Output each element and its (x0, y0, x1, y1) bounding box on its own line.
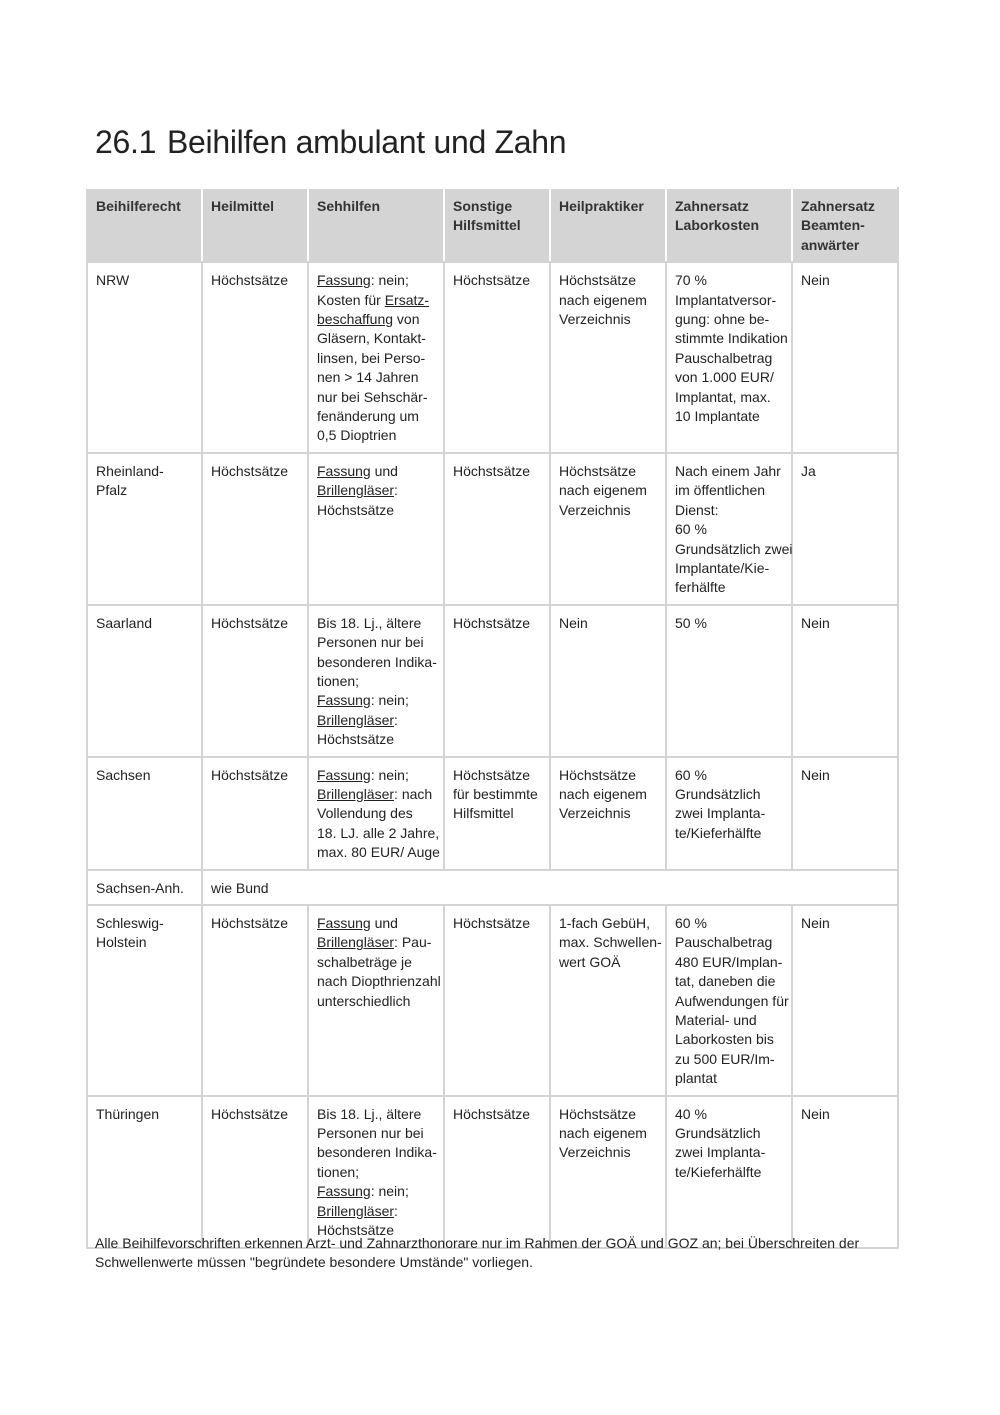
cell-line (317, 711, 437, 730)
column-header-line: anwärter (801, 236, 860, 253)
table-header-row (87, 188, 898, 262)
cell-line: Aufwendungen für (675, 992, 789, 1009)
cell-span: wie Bund (202, 870, 898, 905)
cell-heilmittel (202, 757, 308, 870)
cell-line: Holstein (96, 934, 147, 951)
underlined-term: Fassung (317, 915, 371, 931)
cell-line: 50 % (675, 614, 707, 631)
cell-zahnersatz-beamtenanwaerter (792, 262, 898, 453)
cell-zahnersatz-beamtenanwaerter (792, 757, 898, 870)
cell-line (317, 1124, 437, 1143)
cell-line: Sachsen (96, 766, 151, 783)
table-row (87, 1096, 898, 1248)
cell-line: Ja (801, 462, 816, 479)
text-run: : nein; (370, 692, 409, 709)
cell-line: max. Schwellen- (559, 934, 662, 951)
text-run: Höchstsätze (317, 501, 395, 518)
cell-sehhilfen (308, 757, 444, 870)
cell-line: Thüringen (96, 1105, 160, 1122)
cell-line: 70 % (675, 272, 707, 289)
cell-line: Höchstsätze (559, 272, 637, 289)
column-header-line: Laborkosten (675, 217, 760, 234)
cell-line: 480 EUR/Implan- (675, 953, 783, 970)
underlined-term: beschaffung (317, 311, 394, 328)
cell-line: von 1.000 EUR/ (675, 369, 774, 386)
cell-heilpraktiker (550, 905, 666, 1096)
underlined-term: Brillengläser (317, 1202, 395, 1219)
cell-line (317, 672, 437, 691)
cell-beihilferecht (87, 1096, 202, 1248)
cell-heilpraktiker (550, 262, 666, 453)
text-run: Personen nur bei (317, 1125, 424, 1142)
footnote-line: Schwellenwerte müssen "begründete besondere Umstände" vorliegen. (95, 1254, 533, 1271)
cell-sonstige-hilfsmittel (444, 453, 550, 605)
cell-line: Verzeichnis (559, 311, 631, 328)
cell-heilmittel (202, 905, 308, 1096)
cell-line: Höchstsätze (559, 1105, 637, 1122)
text-run: fenänderung um (317, 408, 419, 425)
cell-sonstige-hilfsmittel (444, 262, 550, 453)
cell-line: Implantatversor- (675, 291, 777, 308)
table-row (87, 605, 898, 757)
cell-line: Nein (801, 614, 830, 631)
cell-line: für bestimmte (453, 785, 538, 802)
cell-line: zu 500 EUR/Im- (675, 1050, 775, 1067)
cell-line (317, 953, 437, 972)
cell-line: Nein (801, 915, 830, 931)
underlined-term: Fassung (317, 1183, 371, 1200)
cell-line: Höchstsätze (559, 766, 637, 783)
column-header-line: Beamten- (801, 217, 865, 234)
cell-line: Höchstsätze (559, 462, 637, 479)
text-run: unterschiedlich (317, 992, 411, 1009)
text-run: Vollendung des (317, 805, 413, 822)
cell-line: zwei Implanta- (675, 1144, 766, 1161)
cell-line: Pauschalbetrag (675, 349, 773, 366)
underlined-term: Fassung (317, 692, 371, 709)
text-run: besonderen Indika- (317, 1144, 437, 1161)
table-row (87, 757, 898, 870)
cell-line: Höchstsätze (211, 766, 289, 783)
cell-line: Laborkosten bis (675, 1031, 774, 1048)
cell-line: tat, daneben die (675, 973, 776, 990)
cell-line (317, 691, 437, 710)
cell-line (317, 462, 437, 481)
cell-sehhilfen (308, 1096, 444, 1248)
cell-line: Höchstsätze (453, 915, 531, 931)
cell-line: Dienst: (675, 501, 719, 518)
cell-line: gung: ohne be- (675, 311, 770, 328)
cell-line (317, 992, 437, 1011)
text-run: nen > 14 Jahren (317, 369, 419, 386)
cell-zahnersatz-laborkosten (666, 453, 792, 605)
column-header-line: Zahnersatz (801, 198, 875, 214)
underlined-term: Fassung (317, 766, 371, 783)
cell-line (317, 972, 441, 991)
page-title (95, 124, 566, 161)
column-header-sonstige-hilfsmittel (444, 188, 550, 262)
text-run: 18. LJ. alle 2 Jahre, (317, 824, 440, 841)
cell-line: Höchstsätze (453, 1105, 531, 1122)
footnote-line: Alle Beihilfevorschriften erkennen Arzt- und Zahnarzthonorare nur im Rahmen der GOÄ und GOZ an; bei Überschreiten der (95, 1235, 860, 1251)
cell-line (317, 1182, 437, 1201)
text-run: und (370, 462, 398, 479)
cell-sehhilfen (308, 905, 444, 1096)
text-run: : (394, 711, 398, 728)
column-header-line: Hilfsmittel (453, 217, 521, 234)
cell-line: Verzeichnis (559, 501, 631, 518)
cell-line: Höchstsätze (453, 272, 531, 289)
column-header-zahnersatz-beamtenanwaerter (792, 188, 898, 262)
cell-line (317, 785, 437, 804)
cell-line (317, 804, 437, 823)
cell-line: 60 % (675, 915, 707, 931)
text-run: Gläsern, Kontakt- (317, 330, 426, 347)
cell-line: Saarland (96, 614, 153, 631)
cell-line: Hilfsmittel (453, 805, 514, 822)
cell-zahnersatz-beamtenanwaerter (792, 453, 898, 605)
cell-line: Pauschalbetrag (675, 934, 773, 951)
cell-line: stimmte Indikation (675, 330, 788, 347)
cell-line (317, 481, 437, 500)
cell-heilpraktiker (550, 453, 666, 605)
cell-sehhilfen (308, 453, 444, 605)
cell-line: Nein (801, 272, 830, 289)
cell-zahnersatz-laborkosten (666, 905, 792, 1096)
text-run: : nein; (370, 766, 409, 783)
cell-line: Implantat, max. (675, 388, 771, 405)
cell-line (317, 824, 440, 843)
cell-heilmittel (202, 453, 308, 605)
cell-sonstige-hilfsmittel (444, 905, 550, 1096)
column-header-heilpraktiker (550, 188, 666, 262)
cell-line: nach eigenem (559, 785, 647, 802)
cell-line: Nein (801, 766, 830, 783)
text-run: nur bei Sehschär- (317, 388, 428, 405)
underlined-term: Brillengläser (317, 934, 395, 951)
underlined-term: Brillengläser (317, 785, 395, 802)
column-header-line: Sonstige (453, 198, 513, 214)
cell-line: Höchstsätze (211, 614, 289, 631)
column-header-line: Sehhilfen (317, 198, 381, 214)
cell-line: Höchstsätze (453, 766, 531, 783)
cell-line: Implantate/Kie- (675, 559, 770, 576)
table-row (87, 870, 898, 905)
cell-line: 1-fach GebüH, (559, 915, 651, 931)
text-run: besonderen Indika- (317, 653, 437, 670)
cell-line: zwei Implanta- (675, 805, 766, 822)
text-run: nach Diopthrienzahl (317, 973, 441, 990)
text-run: schalbeträge je (317, 953, 412, 970)
text-run: max. 80 EUR/ Auge (317, 844, 440, 861)
section-number: 26.1 (95, 124, 157, 160)
footnote (95, 1234, 895, 1273)
cell-line: 10 Implantate (675, 408, 760, 425)
text-run: Höchstsätze (317, 731, 395, 748)
text-run: : nach (394, 785, 433, 802)
cell-line (317, 1163, 437, 1182)
cell-line (317, 730, 437, 749)
cell-zahnersatz-laborkosten (666, 262, 792, 453)
cell-beihilferecht (87, 905, 202, 1096)
table-row (87, 905, 898, 1096)
cell-line (317, 614, 437, 633)
text-run: 0,5 Dioptrien (317, 427, 397, 444)
cell-line: Höchstsätze (211, 1105, 289, 1122)
cell-heilpraktiker (550, 605, 666, 757)
cell-line: Grundsätzlich (675, 785, 761, 802)
text-run: tionen; (317, 1163, 360, 1180)
text-run: von (393, 311, 420, 328)
cell-beihilferecht (87, 453, 202, 605)
cell-line (317, 291, 437, 310)
cell-line: Nein (559, 614, 588, 631)
cell-line: nach eigenem (559, 291, 647, 308)
cell-zahnersatz-beamtenanwaerter (792, 1096, 898, 1248)
cell-line (317, 653, 437, 672)
cell-line (317, 310, 437, 329)
cell-line: Grundsätzlich zwei (675, 540, 793, 557)
column-header-sehhilfen (308, 188, 444, 262)
cell-line: wert GOÄ (559, 953, 621, 970)
text-run: : (394, 482, 398, 499)
table-row (87, 262, 898, 453)
cell-line (317, 329, 437, 348)
cell-line: Verzeichnis (559, 805, 631, 822)
table-row (87, 453, 898, 605)
cell-heilmittel (202, 1096, 308, 1248)
cell-sonstige-hilfsmittel (444, 605, 550, 757)
underlined-term: Brillengläser (317, 711, 395, 728)
text-run: und (370, 915, 398, 931)
cell-line: Nach einem Jahr (675, 462, 781, 479)
cell-line (317, 271, 437, 290)
text-run: Personen nur bei (317, 634, 424, 651)
text-run: : (394, 1202, 398, 1219)
cell-line (317, 933, 437, 952)
cell-zahnersatz-laborkosten (666, 757, 792, 870)
cell-line (317, 407, 437, 426)
cell-line (317, 1105, 437, 1124)
text-run: Bis 18. Lj., ältere (317, 1105, 422, 1122)
cell-zahnersatz-laborkosten (666, 605, 792, 757)
cell-line (317, 501, 437, 520)
text-run: : Pau- (394, 934, 432, 951)
cell-line: Verzeichnis (559, 1144, 631, 1161)
text-run: Höchstsätze (317, 1222, 395, 1239)
section-title: Beihilfen ambulant und Zahn (167, 124, 567, 160)
column-header-zahnersatz-laborkosten (666, 188, 792, 262)
cell-zahnersatz-beamtenanwaerter (792, 905, 898, 1096)
underlined-term: Brillengläser (317, 482, 395, 499)
text-run: tionen; (317, 672, 360, 689)
cell-line: 40 % (675, 1105, 707, 1122)
cell-line: nach eigenem (559, 1125, 647, 1142)
beihilfe-table (86, 187, 899, 1249)
cell-beihilferecht (87, 870, 202, 905)
cell-line (317, 388, 437, 407)
cell-heilmittel (202, 605, 308, 757)
cell-line: 60 % (675, 766, 707, 783)
cell-sonstige-hilfsmittel (444, 757, 550, 870)
column-header-line: Beihilferecht (96, 198, 181, 214)
cell-line: Höchstsätze (453, 462, 531, 479)
column-header-beihilferecht (87, 188, 202, 262)
cell-line: te/Kieferhälfte (675, 1163, 762, 1180)
cell-line: Grundsätzlich (675, 1125, 761, 1142)
cell-line (317, 426, 437, 445)
cell-line (317, 1143, 437, 1162)
cell-line: plantat (675, 1070, 718, 1087)
cell-line: Höchstsätze (211, 462, 289, 479)
text-run: Kosten für (317, 291, 385, 308)
column-header-line: Zahnersatz (675, 198, 749, 214)
cell-heilpraktiker (550, 757, 666, 870)
column-header-line: Heilpraktiker (559, 198, 644, 214)
cell-beihilferecht (87, 262, 202, 453)
cell-line: Schleswig- (96, 915, 164, 931)
cell-line (317, 368, 437, 387)
cell-line: Rheinland- (96, 462, 164, 479)
underlined-term: Ersatz- (384, 291, 430, 308)
cell-line: Material- und (675, 1012, 757, 1029)
cell-line (317, 1202, 437, 1221)
cell-line: te/Kieferhälfte (675, 824, 762, 841)
cell-sonstige-hilfsmittel (444, 1096, 550, 1248)
column-header-heilmittel (202, 188, 308, 262)
cell-line: Höchstsätze (453, 614, 531, 631)
cell-line: Höchstsätze (211, 272, 289, 289)
cell-zahnersatz-laborkosten (666, 1096, 792, 1248)
cell-line: Sachsen-Anh. (96, 879, 184, 896)
text-run: Bis 18. Lj., ältere (317, 614, 422, 631)
cell-line (317, 349, 437, 368)
cell-sehhilfen (308, 605, 444, 757)
cell-line (317, 766, 437, 785)
text-run: : nein; (370, 272, 409, 289)
text-run: linsen, bei Perso- (317, 349, 426, 366)
cell-line: nach eigenem (559, 482, 647, 499)
cell-line (317, 633, 437, 652)
underlined-term: Fassung (317, 272, 371, 289)
cell-line: Nein (801, 1105, 830, 1122)
cell-line: 60 % (675, 521, 707, 538)
cell-line: ferhälfte (675, 579, 726, 596)
table-body (87, 262, 898, 1247)
column-header-line: Heilmittel (211, 198, 275, 214)
cell-sehhilfen (308, 262, 444, 453)
cell-line (317, 843, 440, 862)
cell-line: NRW (96, 272, 130, 289)
underlined-term: Fassung (317, 462, 371, 479)
cell-zahnersatz-beamtenanwaerter (792, 605, 898, 757)
cell-line: Höchstsätze (211, 915, 289, 931)
cell-line: Pfalz (96, 482, 128, 499)
cell-beihilferecht (87, 605, 202, 757)
cell-heilpraktiker (550, 1096, 666, 1248)
cell-line: im öffentlichen (675, 482, 766, 499)
cell-line (317, 914, 437, 933)
cell-beihilferecht (87, 757, 202, 870)
cell-heilmittel (202, 262, 308, 453)
text-run: : nein; (370, 1183, 409, 1200)
